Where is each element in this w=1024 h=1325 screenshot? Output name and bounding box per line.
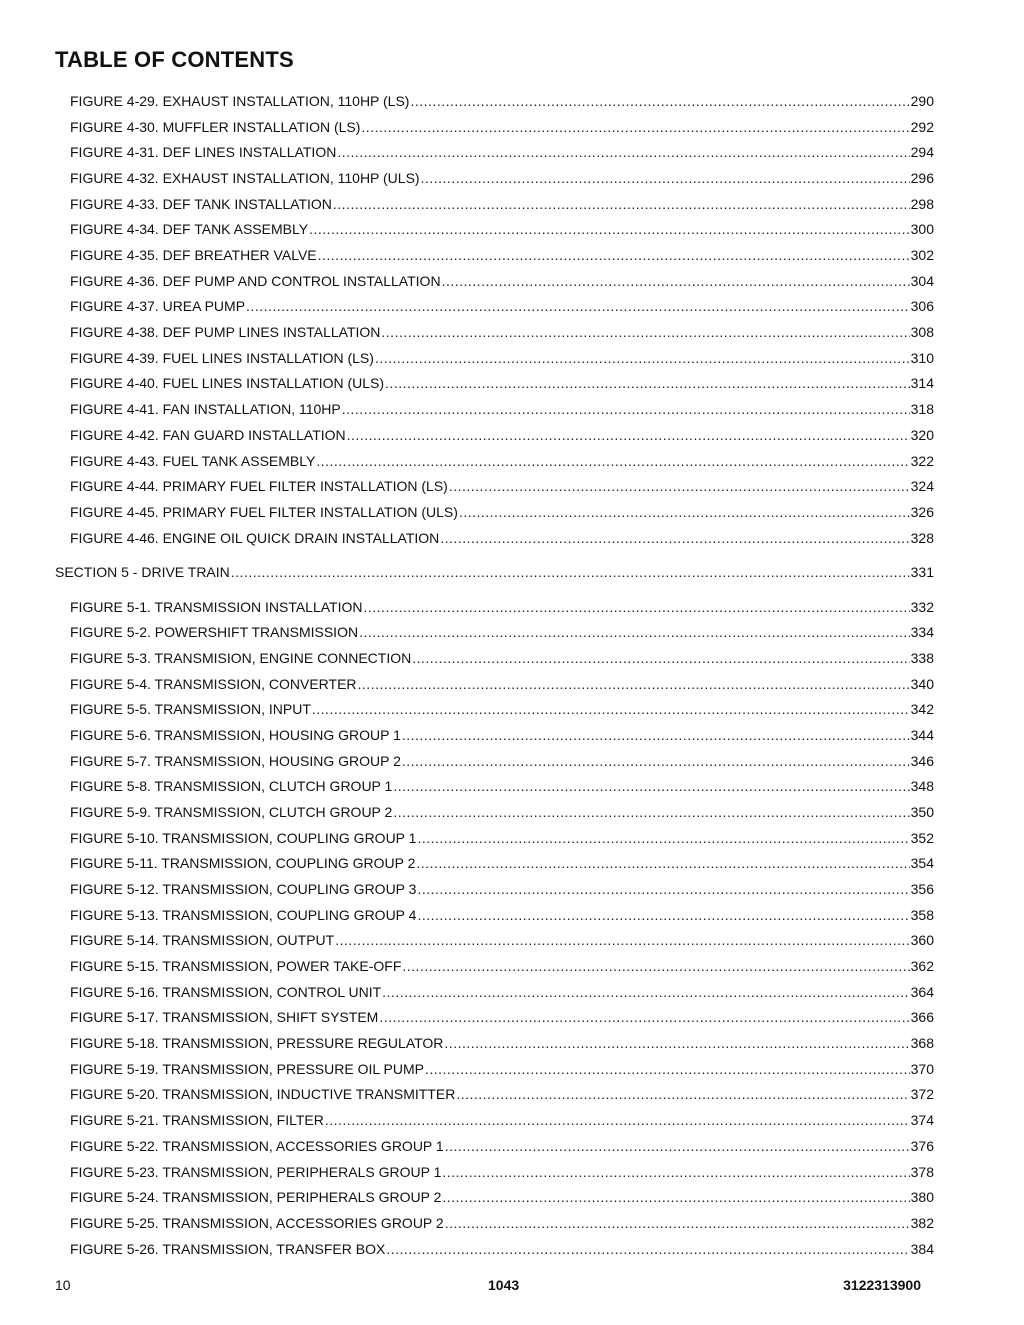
toc-figure-entry[interactable] bbox=[70, 452, 934, 470]
toc-entry-page: 352 bbox=[910, 830, 934, 846]
toc-entry-label: FIGURE 4-38. DEF PUMP LINES INSTALLATION bbox=[70, 324, 381, 340]
toc-entry-label: FIGURE 4-43. FUEL TANK ASSEMBLY bbox=[70, 453, 316, 469]
toc-entry-page: 338 bbox=[910, 650, 934, 666]
toc-figure-entry[interactable] bbox=[70, 700, 934, 718]
toc-entry-label: FIGURE 5-26. TRANSMISSION, TRANSFER BOX bbox=[70, 1241, 386, 1257]
toc-figure-entry[interactable] bbox=[70, 220, 934, 238]
toc-figure-entry[interactable] bbox=[70, 880, 934, 898]
toc-entry-page: 314 bbox=[910, 375, 934, 391]
toc-entry-page: 346 bbox=[910, 753, 934, 769]
toc-entry-page: 340 bbox=[910, 676, 934, 692]
toc-entry-label: FIGURE 5-24. TRANSMISSION, PERIPHERALS GROUP 2 bbox=[70, 1189, 442, 1205]
toc-entry-page: 360 bbox=[910, 932, 934, 948]
toc-entry-page: 344 bbox=[910, 727, 934, 743]
toc-figure-entry[interactable] bbox=[70, 777, 934, 795]
toc-entry-label: FIGURE 4-40. FUEL LINES INSTALLATION (ULS) bbox=[70, 375, 385, 391]
toc-figure-entry[interactable] bbox=[70, 118, 934, 136]
toc-dot-leader bbox=[456, 1085, 909, 1103]
toc-figure-entry[interactable] bbox=[70, 92, 934, 110]
toc-dot-leader bbox=[445, 1137, 910, 1155]
toc-figure-entry[interactable] bbox=[70, 1188, 934, 1206]
toc-dot-leader bbox=[337, 143, 909, 161]
toc-figure-entry[interactable] bbox=[70, 1060, 934, 1078]
toc-dot-leader bbox=[416, 854, 909, 872]
toc-entry-label: FIGURE 5-23. TRANSMISSION, PERIPHERALS GROUP 1 bbox=[70, 1164, 442, 1180]
toc-dot-leader bbox=[358, 675, 910, 693]
toc-figure-entry[interactable] bbox=[70, 297, 934, 315]
toc-figure-entry[interactable] bbox=[70, 246, 934, 264]
toc-figure-entry[interactable] bbox=[70, 983, 934, 1001]
toc-figure-entry[interactable] bbox=[70, 1034, 934, 1052]
toc-dot-leader bbox=[442, 272, 910, 290]
toc-entry-label: FIGURE 5-8. TRANSMISSION, CLUTCH GROUP 1 bbox=[70, 778, 393, 794]
toc-entry-label: FIGURE 5-25. TRANSMISSION, ACCESSORIES GROUP 2 bbox=[70, 1215, 444, 1231]
toc-entry-page: 384 bbox=[910, 1241, 934, 1257]
toc-entry-page: 382 bbox=[910, 1215, 934, 1231]
toc-figure-entry[interactable] bbox=[70, 752, 934, 770]
toc-figure-entry[interactable] bbox=[70, 272, 934, 290]
toc-entry-label: FIGURE 5-20. TRANSMISSION, INDUCTIVE TRANSMITTER bbox=[70, 1086, 456, 1102]
toc-entry-label: FIGURE 5-14. TRANSMISSION, OUTPUT bbox=[70, 932, 335, 948]
toc-entry-page: 380 bbox=[910, 1189, 934, 1205]
toc-dot-leader bbox=[382, 983, 909, 1001]
toc-entry-page: 356 bbox=[910, 881, 934, 897]
toc-dot-leader bbox=[246, 297, 910, 315]
toc-dot-leader bbox=[312, 700, 910, 718]
toc-entry-label: FIGURE 4-41. FAN INSTALLATION, 110HP bbox=[70, 401, 341, 417]
toc-entry-page: 328 bbox=[910, 530, 934, 546]
toc-entry-label: FIGURE 5-1. TRANSMISSION INSTALLATION bbox=[70, 599, 363, 615]
toc-dot-leader bbox=[402, 957, 909, 975]
toc-dot-leader bbox=[417, 906, 909, 924]
toc-entry-label: SECTION 5 - DRIVE TRAIN bbox=[55, 564, 230, 580]
toc-entry-page: 324 bbox=[910, 478, 934, 494]
toc-dot-leader bbox=[231, 563, 910, 581]
toc-figure-entry[interactable] bbox=[70, 726, 934, 744]
toc-entry-page: 298 bbox=[910, 196, 934, 212]
toc-dot-leader bbox=[393, 777, 909, 795]
toc-entry-page: 366 bbox=[910, 1009, 934, 1025]
toc-entry-label: FIGURE 4-36. DEF PUMP AND CONTROL INSTALLATION bbox=[70, 273, 441, 289]
toc-entry-page: 300 bbox=[910, 221, 934, 237]
toc-entry-page: 334 bbox=[910, 624, 934, 640]
toc-figure-entry[interactable] bbox=[70, 1240, 934, 1258]
toc-dot-leader bbox=[316, 452, 909, 470]
toc-entry-label: FIGURE 5-4. TRANSMISSION, CONVERTER bbox=[70, 676, 357, 692]
toc-figure-entry[interactable] bbox=[70, 854, 934, 872]
toc-figure-entry[interactable] bbox=[70, 169, 934, 187]
toc-entry-label: FIGURE 5-16. TRANSMISSION, CONTROL UNIT bbox=[70, 984, 382, 1000]
toc-entry-page: 331 bbox=[910, 564, 934, 580]
toc-dot-leader bbox=[393, 803, 909, 821]
page-title: TABLE OF CONTENTS bbox=[55, 47, 294, 72]
toc-dot-leader bbox=[417, 829, 909, 847]
toc-figure-entry[interactable] bbox=[70, 957, 934, 975]
toc-entry-label: FIGURE 5-5. TRANSMISSION, INPUT bbox=[70, 701, 311, 717]
toc-dot-leader bbox=[333, 195, 910, 213]
toc-dot-leader bbox=[440, 529, 909, 547]
toc-entry-label: FIGURE 4-45. PRIMARY FUEL FILTER INSTALLATION (ULS) bbox=[70, 504, 458, 520]
toc-dot-leader bbox=[381, 323, 909, 341]
toc-entry-label: FIGURE 4-35. DEF BREATHER VALVE bbox=[70, 247, 317, 263]
toc-entry-page: 362 bbox=[910, 958, 934, 974]
toc-dot-leader bbox=[421, 169, 910, 187]
toc-entry-label: FIGURE 4-33. DEF TANK INSTALLATION bbox=[70, 196, 332, 212]
toc-dot-leader bbox=[442, 1163, 909, 1181]
toc-figure-entry[interactable] bbox=[70, 529, 934, 547]
toc-entry-label: FIGURE 4-29. EXHAUST INSTALLATION, 110HP (LS) bbox=[70, 93, 410, 109]
toc-figure-entry[interactable] bbox=[70, 349, 934, 367]
toc-entry-page: 308 bbox=[910, 324, 934, 340]
toc-figure-entry[interactable] bbox=[70, 1008, 934, 1026]
toc-figure-entry[interactable] bbox=[70, 1085, 934, 1103]
toc-entry-label: FIGURE 5-21. TRANSMISSION, FILTER bbox=[70, 1112, 324, 1128]
toc-dot-leader bbox=[347, 426, 910, 444]
toc-entry-page: 348 bbox=[910, 778, 934, 794]
toc-entry-label: FIGURE 4-32. EXHAUST INSTALLATION, 110HP (ULS) bbox=[70, 170, 420, 186]
toc-entry-page: 350 bbox=[910, 804, 934, 820]
toc-figure-entry[interactable] bbox=[70, 649, 934, 667]
toc-dot-leader bbox=[318, 246, 910, 264]
footer-center-number: 1043 bbox=[488, 1277, 520, 1293]
toc-entry-page: 374 bbox=[910, 1112, 934, 1128]
toc-figure-entry[interactable] bbox=[70, 1163, 934, 1181]
toc-entry-page: 372 bbox=[910, 1086, 934, 1102]
toc-entry-label: FIGURE 5-18. TRANSMISSION, PRESSURE REGULATOR bbox=[70, 1035, 444, 1051]
toc-figure-entry[interactable] bbox=[70, 623, 934, 641]
toc-dot-leader bbox=[335, 931, 909, 949]
toc-dot-leader bbox=[359, 623, 910, 641]
toc-entry-label: FIGURE 5-22. TRANSMISSION, ACCESSORIES GROUP 1 bbox=[70, 1138, 444, 1154]
toc-entry-label: FIGURE 4-44. PRIMARY FUEL FILTER INSTALLATION (LS) bbox=[70, 478, 448, 494]
toc-entry-page: 370 bbox=[910, 1061, 934, 1077]
toc-entry-page: 304 bbox=[910, 273, 934, 289]
toc-entry-page: 354 bbox=[910, 855, 934, 871]
toc-entry-page: 306 bbox=[910, 298, 934, 314]
toc-entry-label: FIGURE 5-10. TRANSMISSION, COUPLING GROUP 1 bbox=[70, 830, 417, 846]
toc-dot-leader bbox=[442, 1188, 909, 1206]
toc-entry-label: FIGURE 5-9. TRANSMISSION, CLUTCH GROUP 2 bbox=[70, 804, 393, 820]
toc-entry-page: 358 bbox=[910, 907, 934, 923]
toc-dot-leader bbox=[449, 477, 910, 495]
toc-entry-label: FIGURE 5-13. TRANSMISSION, COUPLING GROUP 4 bbox=[70, 907, 417, 923]
toc-dot-leader bbox=[410, 92, 909, 110]
toc-entry-page: 376 bbox=[910, 1138, 934, 1154]
toc-figure-entry[interactable] bbox=[70, 931, 934, 949]
toc-figure-entry[interactable] bbox=[70, 400, 934, 418]
toc-entry-label: FIGURE 5-11. TRANSMISSION, COUPLING GROUP 2 bbox=[70, 855, 416, 871]
toc-entry-label: FIGURE 4-42. FAN GUARD INSTALLATION bbox=[70, 427, 346, 443]
footer-page-number: 10 bbox=[55, 1277, 71, 1293]
toc-entry-page: 322 bbox=[910, 453, 934, 469]
toc-figure-entry[interactable] bbox=[70, 323, 934, 341]
toc-entry-page: 318 bbox=[910, 401, 934, 417]
toc-dot-leader bbox=[325, 1111, 910, 1129]
toc-figure-entry[interactable] bbox=[70, 906, 934, 924]
toc-dot-leader bbox=[412, 649, 909, 667]
toc-entry-page: 320 bbox=[910, 427, 934, 443]
toc-figure-entry[interactable] bbox=[70, 803, 934, 821]
toc-dot-leader bbox=[386, 1240, 909, 1258]
toc-entry-page: 310 bbox=[910, 350, 934, 366]
toc-figure-entry[interactable] bbox=[70, 195, 934, 213]
toc-figure-entry[interactable] bbox=[70, 1214, 934, 1232]
toc-entry-label: FIGURE 4-30. MUFFLER INSTALLATION (LS) bbox=[70, 119, 361, 135]
toc-dot-leader bbox=[385, 374, 910, 392]
toc-entry-label: FIGURE 5-15. TRANSMISSION, POWER TAKE-OFF bbox=[70, 958, 402, 974]
toc-entry-label: FIGURE 5-6. TRANSMISSION, HOUSING GROUP 1 bbox=[70, 727, 401, 743]
toc-entry-label: FIGURE 4-31. DEF LINES INSTALLATION bbox=[70, 144, 337, 160]
toc-entry-page: 294 bbox=[910, 144, 934, 160]
toc-entry-page: 364 bbox=[910, 984, 934, 1000]
toc-entry-label: FIGURE 5-3. TRANSMISION, ENGINE CONNECTION bbox=[70, 650, 412, 666]
toc-figure-entry[interactable] bbox=[70, 1111, 934, 1129]
toc-entry-label: FIGURE 4-34. DEF TANK ASSEMBLY bbox=[70, 221, 309, 237]
toc-entry-page: 378 bbox=[910, 1164, 934, 1180]
toc-dot-leader bbox=[445, 1214, 910, 1232]
toc-dot-leader bbox=[459, 503, 910, 521]
footer-document-number: 3122313900 bbox=[843, 1277, 921, 1293]
toc-figure-entry[interactable] bbox=[70, 829, 934, 847]
toc-dot-leader bbox=[309, 220, 910, 238]
toc-dot-leader bbox=[342, 400, 910, 418]
toc-figure-entry[interactable] bbox=[70, 503, 934, 521]
toc-entry-label: FIGURE 5-7. TRANSMISSION, HOUSING GROUP 2 bbox=[70, 753, 401, 769]
toc-entry-page: 332 bbox=[910, 599, 934, 615]
toc-dot-leader bbox=[402, 752, 910, 770]
toc-entry-label: FIGURE 5-19. TRANSMISSION, PRESSURE OIL PUMP bbox=[70, 1061, 424, 1077]
toc-section-entry[interactable] bbox=[55, 563, 934, 581]
toc-entry-label: FIGURE 4-39. FUEL LINES INSTALLATION (LS) bbox=[70, 350, 374, 366]
toc-entry-page: 368 bbox=[910, 1035, 934, 1051]
toc-entry-label: FIGURE 5-17. TRANSMISSION, SHIFT SYSTEM bbox=[70, 1009, 379, 1025]
toc-dot-leader bbox=[379, 1008, 909, 1026]
toc-entry-label: FIGURE 5-12. TRANSMISSION, COUPLING GROUP 3 bbox=[70, 881, 417, 897]
toc-figure-entry[interactable] bbox=[70, 426, 934, 444]
toc-figure-entry[interactable] bbox=[70, 1137, 934, 1155]
toc-entry-page: 326 bbox=[910, 504, 934, 520]
toc-entry-label: FIGURE 5-2. POWERSHIFT TRANSMISSION bbox=[70, 624, 359, 640]
toc-entry-page: 292 bbox=[910, 119, 934, 135]
toc-dot-leader bbox=[375, 349, 910, 367]
toc-entry-label: FIGURE 4-46. ENGINE OIL QUICK DRAIN INSTALLATION bbox=[70, 530, 440, 546]
toc-dot-leader bbox=[364, 598, 910, 616]
toc-figure-entry[interactable] bbox=[70, 374, 934, 392]
toc-dot-leader bbox=[417, 880, 909, 898]
toc-figure-entry[interactable] bbox=[70, 143, 934, 161]
toc-dot-leader bbox=[425, 1060, 910, 1078]
toc-figure-entry[interactable] bbox=[70, 477, 934, 495]
toc-entry-page: 290 bbox=[910, 93, 934, 109]
toc-dot-leader bbox=[444, 1034, 909, 1052]
toc-figure-entry[interactable] bbox=[70, 675, 934, 693]
toc-dot-leader bbox=[402, 726, 910, 744]
toc-entry-page: 302 bbox=[910, 247, 934, 263]
toc-entry-label: FIGURE 4-37. UREA PUMP bbox=[70, 298, 246, 314]
toc-figure-entry[interactable] bbox=[70, 598, 934, 616]
toc-entry-page: 296 bbox=[910, 170, 934, 186]
toc-entry-page: 342 bbox=[910, 701, 934, 717]
toc-dot-leader bbox=[361, 118, 909, 136]
